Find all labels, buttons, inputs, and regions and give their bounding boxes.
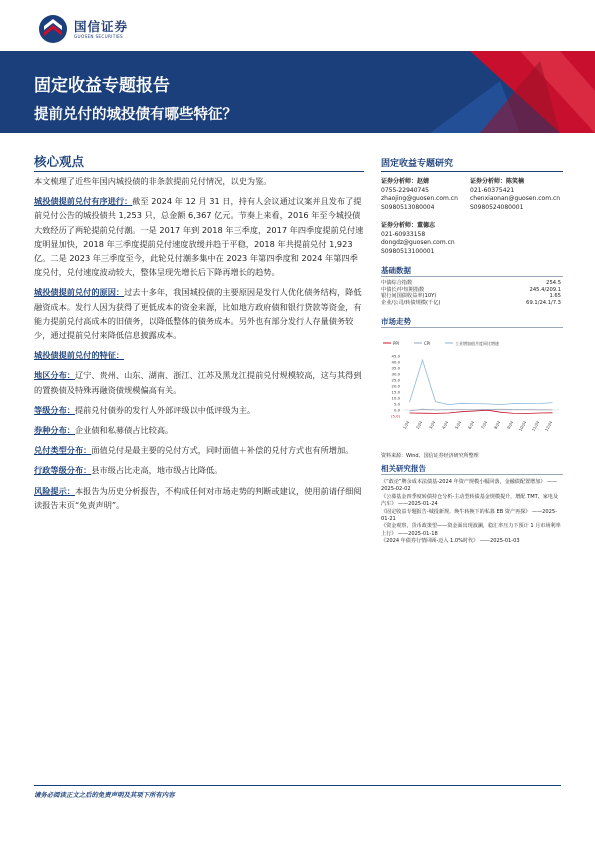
- x-tick-label: 6/24: [466, 420, 476, 430]
- point-5-text: 提前兑付债券的发行人外部评级以中低评级为主。: [74, 404, 256, 415]
- analyst-2-role: 证券分析师：: [470, 178, 507, 185]
- point-8-text: 县市级占比走高，地市级占比降低。: [91, 465, 223, 476]
- basic-data-row: [381, 280, 561, 287]
- point-3: [34, 348, 364, 362]
- point-7: [34, 443, 364, 457]
- report-banner: [0, 51, 595, 133]
- point-9: [34, 484, 364, 512]
- analyst-1: [381, 178, 458, 212]
- series-line: [410, 360, 553, 405]
- x-tick-label: 5/24: [453, 420, 463, 430]
- related-report-item[interactable]: 《资金观察，货币政策望——资金面出现波澜，稳汇率压力下预计 1 月市场利率上行》 ——2025-01-18: [381, 523, 561, 537]
- basic-data-divider: [381, 276, 563, 277]
- point-4-lead: 地区分布：: [34, 370, 75, 381]
- risk-text: 本报告为历史分析报告，不构成任何对市场走势的判断或建议，使用前请仔细阅读报告末页“免责声明”。: [34, 485, 362, 510]
- point-2: [34, 285, 364, 342]
- point-1: [34, 194, 364, 279]
- x-tick-label: 4/24: [440, 420, 450, 430]
- basic-data-value: 254.5: [546, 280, 561, 286]
- series-line: [410, 410, 553, 413]
- basic-data-value: 1.65: [549, 293, 561, 300]
- report-type-title: 固定收益专题报告: [34, 76, 170, 96]
- x-tick-label: 8/24: [492, 420, 502, 430]
- market-trend-divider: [381, 327, 563, 328]
- related-research-title: 相关研究报告: [381, 464, 426, 473]
- analyst-1-name: 赵婧: [417, 178, 430, 185]
- market-trend-chart: [379, 338, 563, 446]
- core-views-body: [34, 174, 364, 518]
- analyst-2-phone: 021-60375421: [470, 186, 515, 194]
- research-type-heading: 固定收益专题研究: [381, 159, 454, 169]
- basic-data-label: 中债长/中短期指数: [381, 286, 425, 293]
- disclaimer-footer: 请务必阅读正文之后的免责声明及其项下所有内容: [34, 791, 175, 799]
- point-1-text: 截至 2024 年 12 月 31 日，持有人会议通过议案并且发布了提前兑付公告的城投债共 1,253 只，总金额 6,367 亿元。节奏上来看，2016 年至今城投债大致经历了两轮提前兑付潮。一是 2017 年到 2018 年三季度，2017 年四季度提前兑付速度明显加快，2018 年三季度提前兑付速度放缓并趋于平稳，2018 年共提前兑付 1,923 亿。二是 2023 年三季度至今，此轮兑付潮多集中在 2023 年第四季度和 2024 年第四季度兑付，兑付速度波动较大，整体呈现先增长后下降再增长的趋势。: [34, 196, 364, 278]
- x-tick-label: 7/24: [479, 420, 489, 430]
- legend-label: 工业增加值月度同比增速: [455, 341, 499, 346]
- left-divider: [34, 171, 364, 172]
- analyst-2-license: S0980524080001: [470, 203, 524, 211]
- related-divider: [381, 474, 563, 475]
- y-tick-label: 20.0: [391, 383, 400, 389]
- y-tick-label: 30.0: [391, 371, 400, 377]
- y-tick-label: 10.0: [391, 395, 400, 401]
- point-8-lead: 行政等级分布：: [34, 465, 92, 476]
- market-trend-title: 市场走势: [381, 317, 411, 326]
- analyst-1-email[interactable]: zhaojing@guosen.com.cn: [381, 195, 458, 203]
- related-report-item[interactable]: 《“敢论”牌余成本法债基-2024 年资产规模小幅回落，金融债配置增加》 ——2025-02-02: [381, 479, 558, 493]
- risk-lead: 风险提示：: [34, 485, 75, 496]
- x-tick-label: 2/24: [414, 420, 424, 430]
- y-tick-label: 25.0: [391, 377, 400, 383]
- point-8: [34, 463, 364, 477]
- brand-logo: [38, 14, 148, 44]
- analyst-3: [381, 222, 455, 256]
- y-tick-label: 45.0: [391, 353, 400, 359]
- related-report-item[interactable]: 《2024 年债券行情回顾-迈入 1.0%时代》 ——2025-01-03: [381, 538, 520, 545]
- chart-source: 资料来源：Wind、国信证券经济研究所整理: [381, 453, 479, 459]
- analyst-1-role: 证券分析师：: [381, 178, 418, 185]
- y-tick-label: 15.0: [391, 389, 400, 395]
- core-views-heading: 核心观点: [34, 154, 85, 169]
- point-7-text: 面值兑付是最主要的兑付方式，同时面值＋补偿的兑付方式也有所增加。: [91, 445, 354, 456]
- related-report-item[interactable]: 《固定收益专题报告-城投新规、焕牛转换下的私募 EB 资产再探》 ——2025-01-21: [381, 508, 557, 523]
- basic-data-row: [381, 300, 561, 307]
- point-4-text: 辽宁、贵州、山东、湖南、浙江、江苏及黑龙江提前兑付规模较高，这与其得到的置换债及特殊再融资债规模偏高有关。: [34, 370, 362, 395]
- basic-data-value: 69.1/24.1/7.3: [526, 299, 561, 306]
- point-1-lead: 城投债提前兑付有序进行：: [34, 196, 133, 207]
- brand-name-en: GUOSEN SECURITIES: [74, 34, 124, 39]
- y-tick-label: 40.0: [391, 359, 400, 365]
- right-divider: [381, 171, 563, 172]
- point-6: [34, 423, 364, 437]
- basic-data-label: 中债综合指数: [381, 280, 413, 286]
- x-tick-label: 3/24: [427, 420, 437, 430]
- basic-data-label: 企业/公司/转债规模(千亿): [381, 299, 441, 306]
- point-4: [34, 368, 364, 396]
- y-tick-label: 0.0: [393, 407, 400, 413]
- y-tick-label: (5.0): [390, 413, 400, 419]
- analyst-3-license: S0980513100001: [381, 247, 435, 255]
- x-tick-label: 10/24: [517, 420, 528, 432]
- analyst-3-email[interactable]: dongdz@guosen.com.cn: [381, 239, 455, 247]
- intro-text: 本文梳理了近些年国内城投债的非条款提前兑付情况，以史为鉴。: [34, 176, 272, 186]
- point-6-lead: 券种分布：: [34, 425, 75, 436]
- basic-data-row: [381, 293, 561, 300]
- point-3-lead: 城投债提前兑付的特征：: [34, 350, 125, 361]
- logo-mark-icon: [38, 14, 68, 44]
- basic-data-value: 245.4/209.1: [529, 286, 561, 293]
- brand-name: 国信证券: [74, 19, 129, 34]
- analyst-3-role: 证券分析师：: [381, 222, 418, 229]
- legend-label: PPI: [393, 341, 400, 346]
- related-report-item[interactable]: 《公募基金四季度转债持仓分析-主动型转债基金规模提升，增配 TMT、家电及汽车》 ——2025-01-24: [381, 493, 559, 508]
- related-research-list: [381, 479, 563, 546]
- x-tick-label: 12/24: [543, 420, 554, 432]
- analyst-3-phone: 021-60933158: [381, 230, 426, 238]
- point-5-lead: 等级分布：: [34, 404, 75, 415]
- legend-label: CPI: [424, 341, 431, 346]
- report-title: 提前兑付的城投债有哪些特征？: [34, 107, 237, 123]
- footer-divider: [34, 785, 561, 786]
- analyst-2-email[interactable]: chenxiaonan@guosen.com.cn: [470, 195, 561, 203]
- analyst-2-name: 陈笑楠: [506, 178, 525, 185]
- point-5: [34, 403, 364, 417]
- analyst-3-name: 董德志: [417, 222, 436, 229]
- point-6-text: 企业债和私募债占比较高。: [74, 425, 174, 436]
- x-tick-label: 1/24: [401, 420, 411, 430]
- basic-data-title: 基础数据: [381, 266, 411, 275]
- analyst-1-license: S0980513080004: [381, 203, 435, 211]
- point-7-lead: 兑付类型分布：: [34, 445, 92, 456]
- x-tick-label: 11/24: [530, 420, 541, 432]
- analyst-2: [470, 178, 560, 212]
- y-tick-label: 5.0: [393, 401, 400, 407]
- basic-data-label: 银行间国债收益率(10Y): [381, 293, 437, 300]
- point-2-lead: 城投债提前兑付的原因：: [34, 287, 125, 298]
- analyst-1-phone: 0755-22940745: [381, 186, 429, 194]
- y-tick-label: 35.0: [391, 365, 400, 371]
- x-tick-label: 9/24: [505, 420, 515, 430]
- point-2-text: 过去十多年，我国城投债的主要原因是发行人优化债务结构，降低融资成本。发行人因为获得了更低成本的资金来源，比如地方政府债和银行贷款等资金，有能力提前兑付高成本的旧债务，以降低整体的债务成本。另外也有部分发行人存量债务较少，通过提前兑付来降低信息披露成本。: [34, 287, 362, 341]
- basic-data-table: [381, 280, 561, 306]
